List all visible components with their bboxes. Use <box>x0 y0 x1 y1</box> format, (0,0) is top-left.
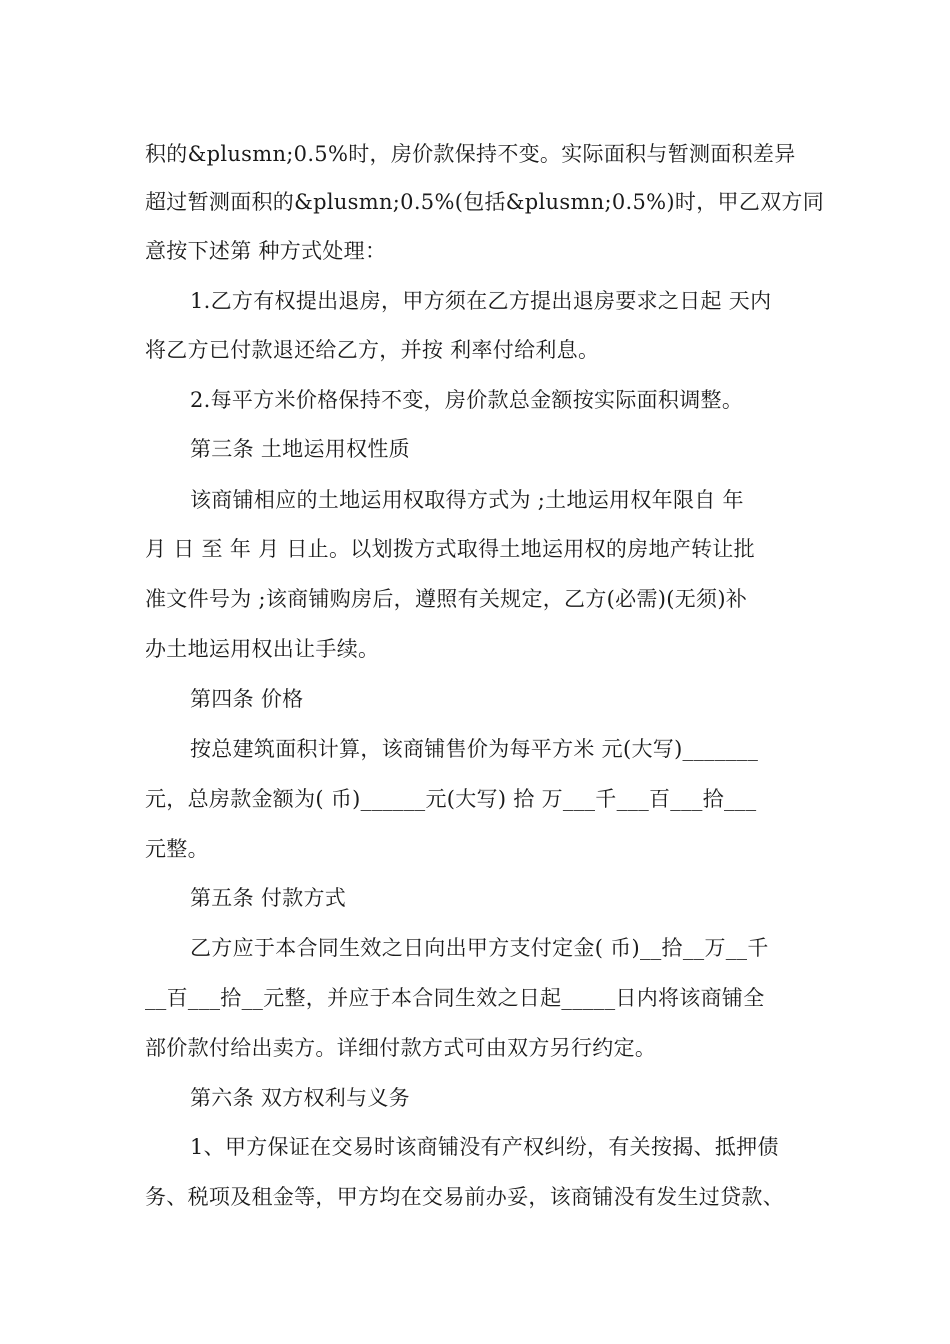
section-heading: 第六条 双方权利与义务 <box>190 1086 410 1110</box>
text-line: 元整。 <box>145 837 209 861</box>
text-line: 办土地运用权出让手续。 <box>145 637 380 661</box>
text-line: 按总建筑面积计算，该商铺售价为每平方米 元(大写)_______ <box>190 737 759 761</box>
text-line: 乙方应于本合同生效之日向出甲方支付定金( 币)__拾__万__千 <box>190 936 769 960</box>
text-line: 务、税项及租金等，甲方均在交易前办妥，该商铺没有发生过贷款、 <box>145 1185 784 1209</box>
text-line: __百___拾__元整，并应于本合同生效之日起_____日内将该商铺全 <box>145 986 765 1010</box>
text-line: 部价款付给出卖方。详细付款方式可由双方另行约定。 <box>145 1036 657 1060</box>
text-line: 元，总房款金额为( 币)______元(大写) 拾 万___千___百___拾___ <box>145 787 757 811</box>
text-line: 超过暂测面积的&plusmn;0.5%(包括&plusmn;0.5%)时，甲乙双方同 <box>145 190 825 214</box>
text-line: 意按下述第 种方式处理： <box>145 239 387 263</box>
section-heading: 第三条 土地运用权性质 <box>190 437 410 461</box>
section-heading: 第五条 付款方式 <box>190 886 347 910</box>
text-line: 积的&plusmn;0.5%时，房价款保持不变。实际面积与暂测面积差异 <box>145 142 796 166</box>
text-line: 2.每平方米价格保持不变，房价款总金额按实际面积调整。 <box>190 388 744 412</box>
text-line: 1.乙方有权提出退房，甲方须在乙方提出退房要求之日起 天内 <box>190 289 772 313</box>
text-line: 将乙方已付款退还给乙方，并按 利率付给利息。 <box>145 338 600 362</box>
text-line: 准文件号为 ;该商铺购房后，遵照有关规定，乙方(必需)(无须)补 <box>145 587 748 611</box>
text-line: 1、甲方保证在交易时该商铺没有产权纠纷，有关按揭、抵押债 <box>190 1135 779 1159</box>
text-line: 该商铺相应的土地运用权取得方式为 ;土地运用权年限自 年 <box>190 488 744 512</box>
text-line: 月 日 至 年 月 日止。以划拨方式取得土地运用权的房地产转让批 <box>145 537 755 561</box>
section-heading: 第四条 价格 <box>190 687 304 711</box>
